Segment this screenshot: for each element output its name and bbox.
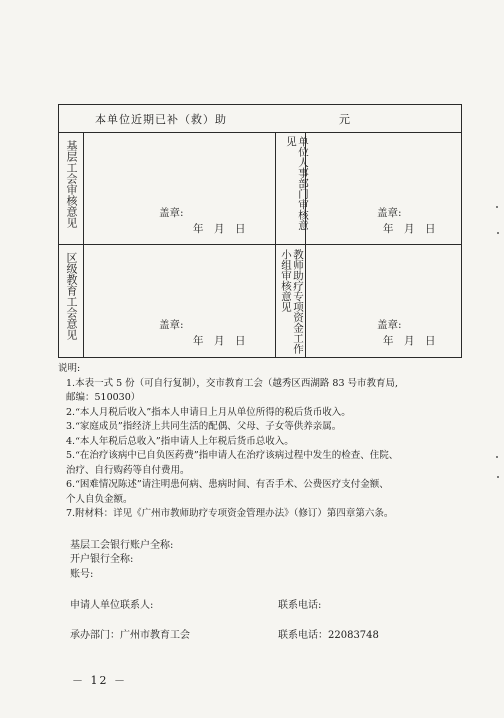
seal-label-4: 盖章: — [377, 319, 402, 331]
scan-speck — [496, 456, 498, 458]
subsidy-label: 本单位近期已补（救）助 — [95, 113, 227, 126]
notes-section — [58, 362, 468, 522]
date-label-4: 年 月 日 — [383, 335, 436, 347]
bank-name-label: 开户银行全称: — [70, 554, 134, 565]
note-item: 4.“本人年税后总收入”指申请人上年税后货币总收入。 — [66, 435, 294, 447]
district-union-label: 区级教育工会意见 — [65, 252, 78, 340]
handling-department: 承办部门：广州市教育工会 — [70, 630, 190, 641]
bank-account-number-label: 账号: — [70, 569, 94, 580]
row-divider — [59, 244, 461, 245]
grassroots-union-label: 基层工会审核意见 — [65, 140, 78, 228]
note-item: 3.“家庭成员”指经济上共同生活的配偶、父母、子女等供养亲属。 — [66, 421, 342, 432]
note-item: 7.附材料：详见《广州市教师助疗专项资金管理办法》（修订）第四章第六条。 — [66, 508, 394, 519]
date-label-2: 年 月 日 — [383, 223, 436, 235]
seal-label-2: 盖章: — [377, 207, 402, 219]
approval-form-table — [58, 104, 462, 358]
column-divider-left-label — [83, 132, 84, 358]
scan-speck — [497, 232, 499, 234]
note-item: 个人自负金额。 — [66, 493, 133, 505]
subsidy-row — [59, 105, 461, 133]
applicant-phone-label: 联系电话: — [278, 600, 322, 611]
seal-label-3: 盖章: — [159, 319, 184, 331]
note-item: 2.“本人月税后收入”指本人申请日上月从单位所得的税后货币收入。 — [66, 406, 351, 418]
unit-hr-label: 单位人事部门审核意见 — [285, 136, 309, 231]
bank-account-name-label: 基层工会银行账户全称: — [70, 540, 174, 551]
note-item: 邮编：510030） — [66, 392, 141, 403]
date-label-3: 年 月 日 — [193, 335, 246, 347]
scan-speck — [496, 206, 498, 208]
date-label-1: 年 月 日 — [193, 223, 246, 235]
note-item: 治疗、自行购药等自付费用。 — [66, 464, 190, 476]
notes-heading: 说明: — [58, 363, 81, 374]
seal-label-1: 盖章: — [159, 207, 184, 219]
column-divider-middle — [275, 132, 276, 358]
note-item: 6.“困难情况陈述”请注明患何病、患病时间、有否手术、公费医疗支付金额、 — [66, 479, 389, 490]
applicant-contact-label: 申请人单位联系人: — [70, 600, 154, 611]
note-item: 5.“在治疗该病中已自负医药费”指申请人在治疗该病过程中发生的检查、住院、 — [66, 450, 399, 461]
note-item: 1.本表一式 5 份（可自行复制），交市教育工会（越秀区西湖路 83 号市教育局, — [66, 377, 399, 389]
scan-speck — [497, 476, 499, 478]
page-number: － 12 － — [72, 674, 127, 687]
department-phone: 联系电话：22083748 — [278, 630, 379, 641]
working-group-label: 教师助疗专项资金工作小组审核意见 — [280, 249, 304, 354]
subsidy-unit: 元 — [339, 113, 350, 126]
